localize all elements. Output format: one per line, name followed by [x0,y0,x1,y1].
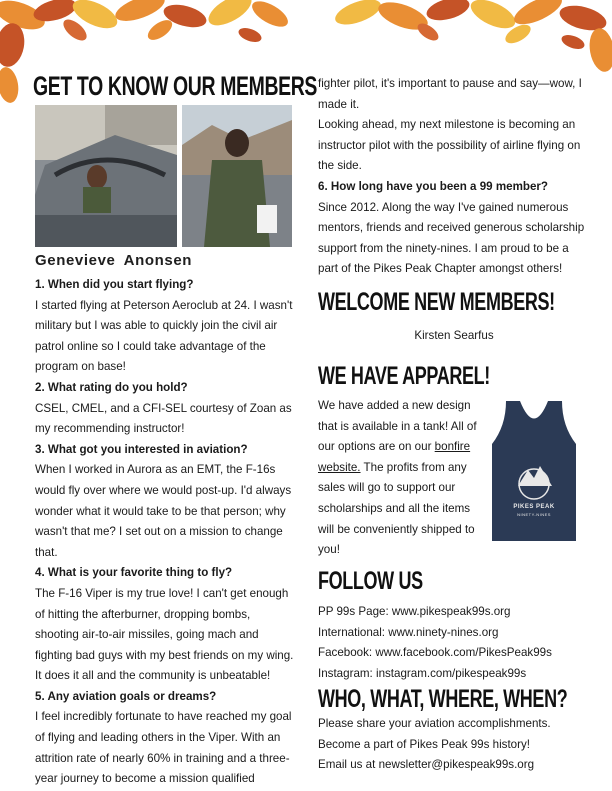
follow-links [318,602,598,684]
members-heading: GET TO KNOW OUR MEMBERS [33,71,318,101]
answer-5-continued: fighter pilot, it's important to pause and say—wow, I made it. [318,77,582,111]
follow-link-international[interactable]: International: www.ninety-nines.org [318,625,499,639]
question-4: 4. What is your favorite thing to fly? [35,566,233,580]
question-6: 6. How long have you been a 99 member? [318,179,549,193]
apparel-heading: WE HAVE APPAREL! [318,362,490,390]
answer-3: When I worked in Aurora as an EMT, the F-16s would fly over where we would post-up. I'd always wonder what it would take to be that person; why wasn't that me? I set out on a mission to change that. [35,463,292,559]
answer-1: I started flying at Peterson Aeroclub at 24. I wasn't military but I was able to quickly join the civil air patrol online so I could take advantage of the program on base! [35,298,293,374]
question-1: 1. When did you start flying? [35,278,194,291]
share-accomplishments-line: Please share your aviation accomplishments. [318,717,551,730]
answer-4: The F-16 Viper is my true love! I can't get enough of hitting the afterburner, dropping bombs, shooting air-to-air missiles, going mach and fighting bad guys with my best friends on my wing. It does it all and the community is unbeatable! [35,586,294,683]
apparel-text-intro: We have added a new design that is available in a tank! All of our options are on our [318,399,477,454]
newsletter-email[interactable]: Email us at newsletter@pikespeak99s.org [318,758,535,772]
cockpit-photo [35,105,177,247]
history-line: Become a part of Pikes Peak 99s history! [318,737,531,751]
welcome-heading: WELCOME NEW MEMBERS! [318,288,555,316]
tank-logo-line1: PIKES PEAK [513,504,555,510]
new-member-name: Kirsten Searfus [414,329,494,342]
follow-heading: FOLLOW US [318,567,423,595]
pilot-photo [182,105,292,247]
question-3: 3. What got you interested in aviation? [35,442,248,456]
answer-5-goals: Looking ahead, my next milestone is becoming an instructor pilot with the possibility of airline flying on the side. [318,118,581,173]
bonfire-website-link[interactable]: bonfire website. [318,440,471,474]
question-5: 5. Any aviation goals or dreams? [35,689,217,703]
answer-6: Since 2012. Along the way I've gained numerous mentors, friends and received generous scholarship support from the ninety-nines. I am proud to be a part of the Pikes Peak Chapter amongst others! [318,200,585,276]
question-2: 2. What rating do you hold? [35,380,188,394]
interview-continued [318,74,590,280]
answer-2: CSEL, CMEL, and a CFI-SEL courtesy of Zoan as my recommending instructor! [35,401,292,436]
tank-logo-line2: NINETY-NINES [517,512,551,517]
apparel-text [318,396,478,561]
interview-section [35,275,297,790]
follow-link-facebook[interactable]: Facebook: www.facebook.com/PikesPeak99s [318,646,552,660]
tank-top-image [476,396,592,546]
follow-link-instagram[interactable]: Instagram: instagram.com/pikespeak99s [318,666,527,680]
who-what-heading: WHO, WHAT, WHERE, WHEN? [318,685,568,713]
apparel-text-outro: The profits from any sales will go to support our scholarships and all the items will be conveniently shipped to you! [318,460,475,557]
member-name: Genevieve Anonsen [35,252,193,269]
who-what-text [318,714,598,776]
follow-link-pp99s[interactable]: PP 99s Page: www.pikespeak99s.org [318,605,511,618]
answer-5: I feel incredibly fortunate to have reached my goal of flying and leading others in the Viper. With an attrition rate of nearly 60% in training and a three-year journey to become a mission qualified [35,710,292,786]
